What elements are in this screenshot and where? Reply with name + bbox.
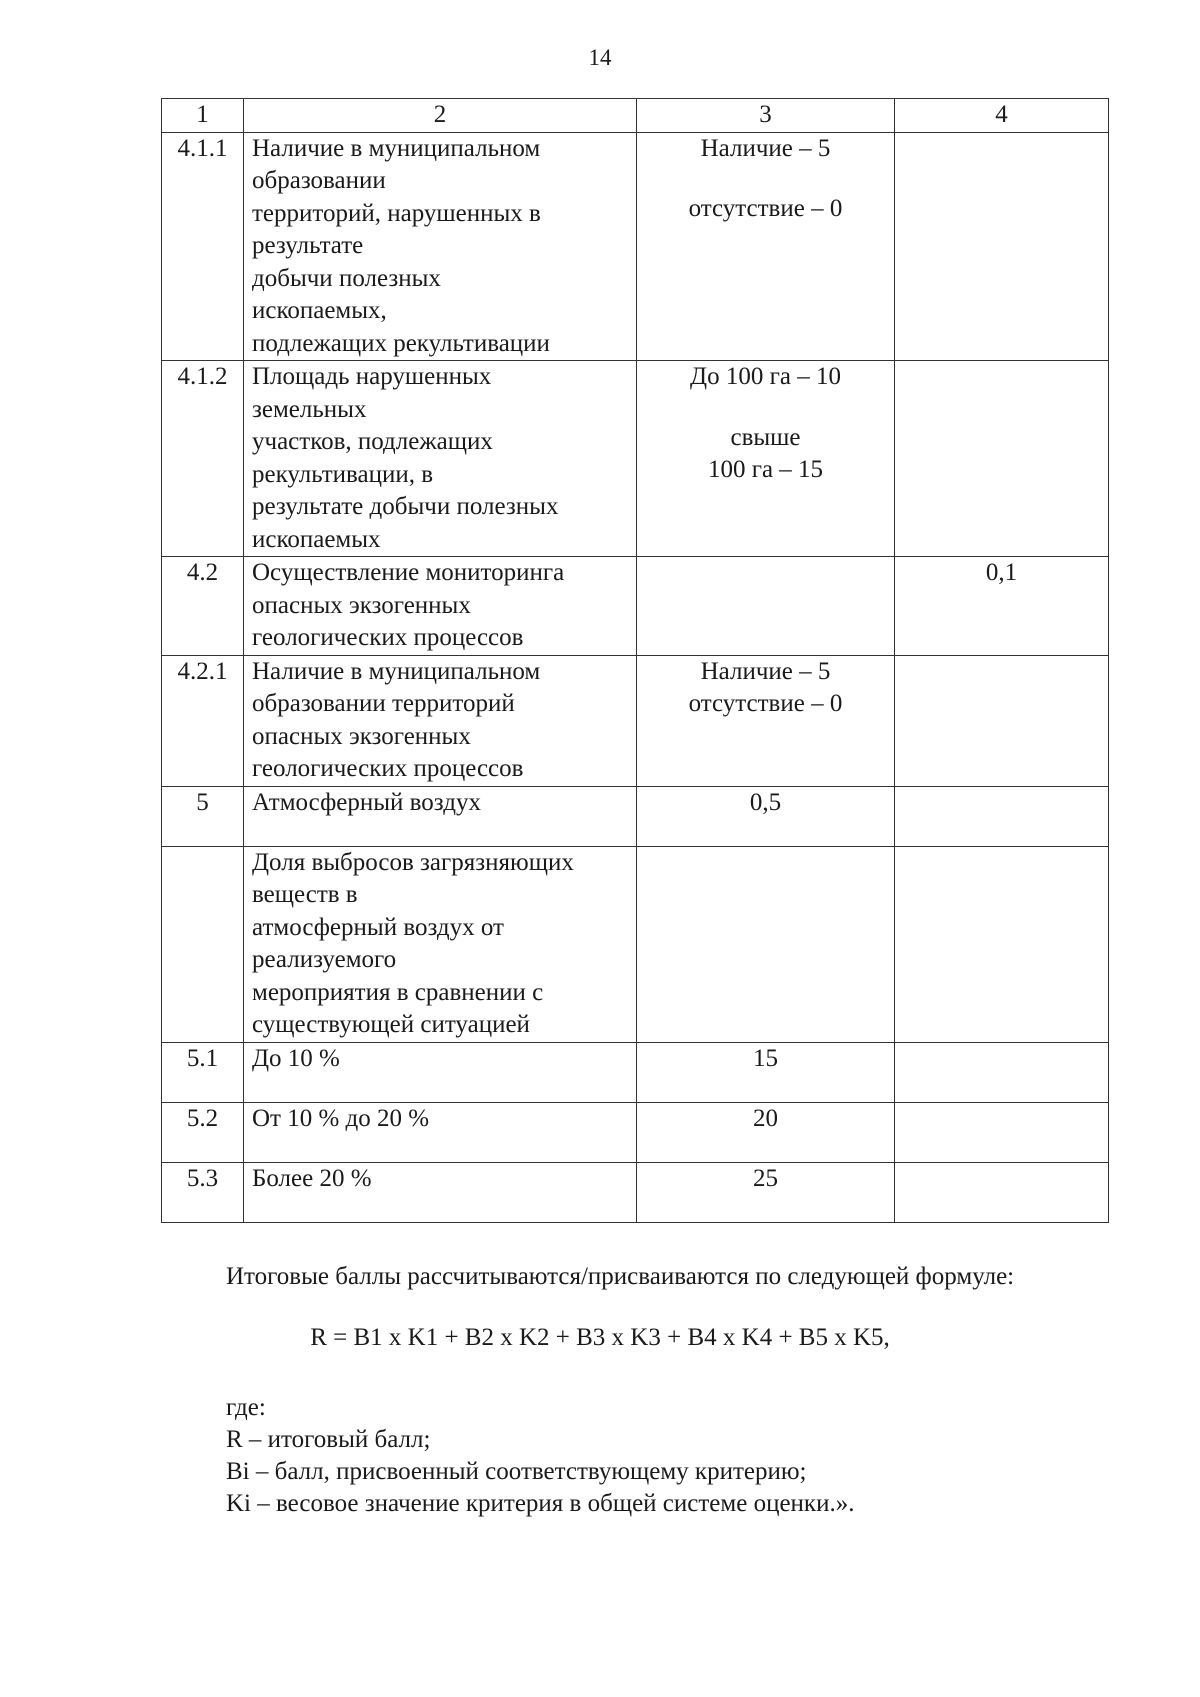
column-header: 4 bbox=[895, 99, 1109, 133]
criterion-line: образовании территорий bbox=[252, 690, 515, 717]
table-header-row bbox=[162, 99, 1109, 133]
formula-legend bbox=[226, 1392, 854, 1520]
criterion-line: рекультивации, в bbox=[252, 460, 434, 488]
criterion-line: добычи полезных bbox=[252, 264, 441, 292]
column-header: 1 bbox=[162, 99, 244, 133]
value-line: отсутствие – 0 bbox=[688, 195, 843, 222]
criterion-line: территорий, нарушенных в bbox=[252, 199, 541, 227]
criterion-cell bbox=[244, 1102, 637, 1162]
value-line: свыше bbox=[730, 423, 801, 451]
criterion-cell bbox=[244, 1042, 637, 1102]
value-line: 100 га – 15 bbox=[707, 456, 824, 483]
value-line: 25 bbox=[753, 1164, 778, 1192]
weight-cell bbox=[895, 846, 1109, 1042]
criterion-line: реализуемого bbox=[252, 946, 397, 973]
weight-cell bbox=[895, 655, 1109, 786]
legend-item: Bi – балл, присвоенный соответствующему критерию; bbox=[226, 1458, 807, 1485]
criterion-cell bbox=[244, 1162, 637, 1222]
table-row bbox=[162, 557, 1109, 656]
row-number: 5 bbox=[162, 786, 244, 846]
value-cell bbox=[637, 846, 895, 1042]
criterion-line: мероприятия в сравнении с bbox=[252, 978, 544, 1006]
criterion-cell bbox=[244, 557, 637, 656]
criterion-cell bbox=[244, 132, 637, 361]
value-cell bbox=[637, 132, 895, 361]
weight-cell bbox=[895, 132, 1109, 361]
criterion-line: Наличие в муниципальном bbox=[252, 657, 541, 685]
score-formula: R = B1 x K1 + B2 x K2 + B3 x K3 + B4 x K4 + B5 x K5, bbox=[310, 1324, 890, 1351]
criterion-line: земельных bbox=[252, 395, 367, 423]
value-cell bbox=[637, 361, 895, 557]
column-header: 3 bbox=[637, 99, 895, 133]
legend-item: Ki – весовое значение критерия в общей системе оценки.». bbox=[226, 1490, 855, 1517]
value-cell bbox=[637, 786, 895, 846]
criterion-line: результате добычи полезных bbox=[252, 493, 559, 520]
criterion-line: До 10 % bbox=[252, 1044, 340, 1072]
table-row bbox=[162, 1042, 1109, 1102]
weight-cell bbox=[895, 361, 1109, 557]
value-cell bbox=[637, 1042, 895, 1102]
criterion-line: атмосферный воздух от bbox=[252, 913, 504, 941]
column-header: 2 bbox=[244, 99, 637, 133]
weight-cell bbox=[895, 1162, 1109, 1222]
criterion-cell bbox=[244, 655, 637, 786]
criteria-table bbox=[161, 98, 1109, 1223]
row-number: 5.3 bbox=[162, 1162, 244, 1222]
weight-cell bbox=[895, 786, 1109, 846]
legend-item: R – итоговый балл; bbox=[226, 1426, 431, 1453]
row-number bbox=[162, 846, 244, 1042]
criterion-line: Наличие в муниципальном bbox=[252, 134, 541, 162]
criterion-line: Доля выбросов загрязняющих bbox=[252, 848, 574, 876]
row-number: 4.1.1 bbox=[162, 132, 244, 361]
criterion-line: ископаемых bbox=[252, 525, 381, 553]
criterion-line: геологических процессов bbox=[252, 755, 524, 782]
table-row bbox=[162, 786, 1109, 846]
weight-cell bbox=[895, 1102, 1109, 1162]
table-row bbox=[162, 655, 1109, 786]
value-cell bbox=[637, 655, 895, 786]
page-number: 14 bbox=[588, 45, 612, 70]
criterion-cell bbox=[244, 361, 637, 557]
row-number: 5.2 bbox=[162, 1102, 244, 1162]
weight-cell bbox=[895, 1042, 1109, 1102]
value-line: Наличие – 5 bbox=[700, 134, 831, 162]
criterion-line: Площадь нарушенных bbox=[252, 363, 492, 390]
legend-where-label: где: bbox=[226, 1394, 266, 1421]
criterion-line: веществ в bbox=[252, 881, 358, 908]
row-number: 5.1 bbox=[162, 1042, 244, 1102]
row-number: 4.2.1 bbox=[162, 655, 244, 786]
table-row bbox=[162, 1162, 1109, 1222]
table-row bbox=[162, 846, 1109, 1042]
row-number: 4.1.2 bbox=[162, 361, 244, 557]
criterion-line: геологических процессов bbox=[252, 624, 524, 651]
criterion-cell bbox=[244, 786, 637, 846]
criterion-line: участков, подлежащих bbox=[252, 428, 493, 455]
criterion-cell bbox=[244, 846, 637, 1042]
value-line: 0,5 bbox=[749, 788, 782, 816]
criterion-line: подлежащих рекультивации bbox=[252, 329, 550, 357]
value-line: До 100 га – 10 bbox=[690, 363, 841, 390]
criterion-line: образовании bbox=[252, 167, 386, 194]
value-cell bbox=[637, 1162, 895, 1222]
weight-cell: 0,1 bbox=[895, 557, 1109, 656]
value-line: Наличие – 5 bbox=[700, 657, 831, 685]
criterion-line: Более 20 % bbox=[252, 1164, 372, 1192]
criterion-line: результате bbox=[252, 232, 364, 259]
criterion-line: ископаемых, bbox=[252, 297, 387, 324]
formula-intro-text: Итоговые баллы рассчитываются/присваиваются по следующей формуле: bbox=[226, 1263, 1015, 1290]
criterion-line: существующей ситуацией bbox=[252, 1011, 530, 1038]
criterion-line: От 10 % до 20 % bbox=[252, 1104, 430, 1132]
row-number: 4.2 bbox=[162, 557, 244, 656]
table-row bbox=[162, 1102, 1109, 1162]
value-line: 15 bbox=[753, 1044, 778, 1072]
value-cell bbox=[637, 557, 895, 656]
criterion-line: опасных экзогенных bbox=[252, 591, 471, 619]
table-row bbox=[162, 361, 1109, 557]
criterion-line: Атмосферный воздух bbox=[252, 788, 481, 816]
criterion-line: Осуществление мониторинга bbox=[252, 559, 565, 586]
value-cell bbox=[637, 1102, 895, 1162]
table-row bbox=[162, 132, 1109, 361]
value-line: отсутствие – 0 bbox=[688, 690, 843, 717]
value-line: 20 bbox=[753, 1104, 778, 1132]
criterion-line: опасных экзогенных bbox=[252, 722, 471, 750]
